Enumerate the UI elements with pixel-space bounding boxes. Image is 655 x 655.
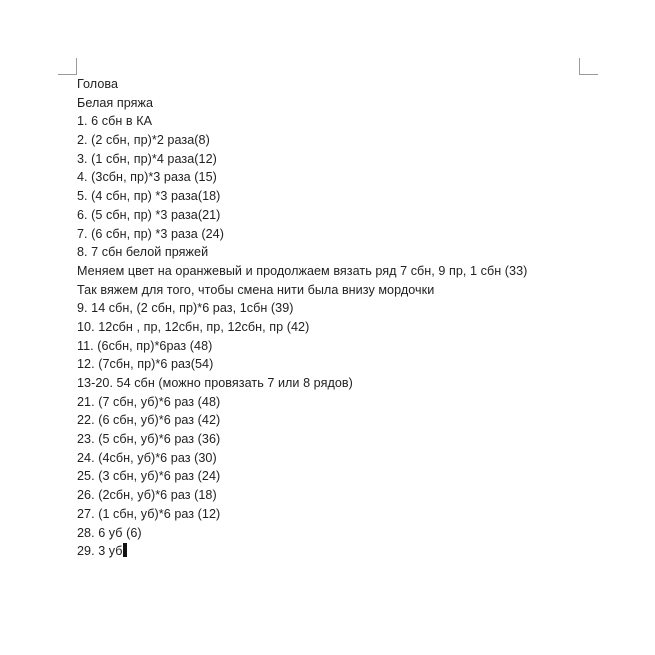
top-left-margin-mark xyxy=(58,58,77,75)
text-line: 13-20. 54 сбн (можно провязать 7 или 8 рядов) xyxy=(77,376,353,390)
text-line: 8. 7 сбн белой пряжей xyxy=(77,245,209,260)
text-line: 3. (1 сбн, пр)*4 раза(12) xyxy=(77,151,217,166)
last-text-line xyxy=(77,542,637,561)
top-right-margin-mark xyxy=(579,58,598,75)
heading-line: Голова xyxy=(77,77,119,91)
text-line: 23. (5 сбн, уб)*6 раз (36) xyxy=(77,432,221,447)
text-line: 12. (7сбн, пр)*6 раз(54) xyxy=(77,357,214,372)
text-line: 21. (7 сбн, уб)*6 раз (48) xyxy=(77,394,221,409)
text-line: 22. (6 сбн, уб)*6 раз (42) xyxy=(77,413,221,428)
text-line: 11. (6сбн, пр)*6раз (48) xyxy=(77,338,213,353)
text-line: 25. (3 сбн, уб)*6 раз (24) xyxy=(77,469,221,484)
text-line: 7. (6 сбн, пр) *3 раза (24) xyxy=(77,226,224,241)
text-line: 6. (5 сбн, пр) *3 раза(21) xyxy=(77,207,221,222)
text-line: 26. (2сбн, уб)*6 раз (18) xyxy=(77,488,217,503)
last-line-text: 29. 3 уб xyxy=(77,544,123,559)
text-line: 28. 6 уб (6) xyxy=(77,525,142,540)
text-cursor xyxy=(123,543,127,557)
text-line: 2. (2 сбн, пр)*2 раза(8) xyxy=(77,133,210,148)
text-line: Меняем цвет на оранжевый и продолжаем вязать ряд 7 сбн, 9 пр, 1 сбн (33) xyxy=(77,263,528,278)
text-line: 10. 12сбн , пр, 12сбн, пр, 12сбн, пр (42) xyxy=(77,319,310,334)
text-line: 9. 14 сбн, (2 сбн, пр)*6 раз, 1сбн (39) xyxy=(77,301,294,316)
document-text-body[interactable] xyxy=(77,75,637,561)
text-line: 1. 6 сбн в КА xyxy=(77,114,153,129)
text-line: Так вяжем для того, чтобы смена нити была внизу мордочки xyxy=(77,282,435,297)
text-line: Белая пряжа xyxy=(77,95,154,110)
text-line: 24. (4сбн, уб)*6 раз (30) xyxy=(77,450,217,465)
text-line: 27. (1 сбн, уб)*6 раз (12) xyxy=(77,506,221,521)
text-line: 4. (3сбн, пр)*3 раза (15) xyxy=(77,170,217,185)
text-line: 5. (4 сбн, пр) *3 раза(18) xyxy=(77,189,221,204)
